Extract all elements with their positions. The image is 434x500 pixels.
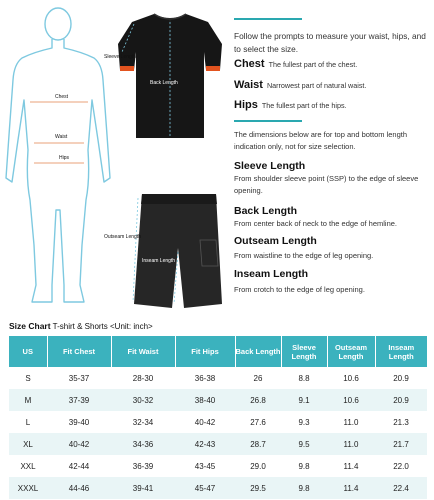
table-cell: 36-38: [194, 373, 216, 383]
outseam-length-label: Outseam Length: [104, 234, 141, 240]
chest-description: The fullest part of the chest.: [268, 60, 358, 69]
inseam-length-label: Inseam Length: [142, 258, 176, 264]
table-cell: M: [9, 389, 47, 411]
header-back-length: Back Length: [235, 336, 281, 367]
size-chart-table: [9, 336, 427, 499]
table-cell: 42-43: [175, 433, 235, 455]
sleeve-length-heading: Sleeve Length: [234, 160, 306, 172]
back-length-label: Back Length: [150, 80, 178, 86]
hips-description: The fullest part of the hips.: [261, 101, 347, 110]
table-cell: 10.6: [327, 389, 375, 411]
outseam-length-description: From waistline to the edge of leg opening.: [234, 251, 374, 260]
accent-divider: [234, 18, 302, 20]
outseam-length-heading: Outseam Length: [234, 235, 317, 247]
header-sleeve-length: Sleeve Length: [281, 336, 327, 367]
waist-definition: [234, 79, 366, 91]
header-fit-waist: Fit Waist: [111, 336, 175, 367]
table-cell: 11.0: [327, 433, 375, 455]
table-cell: 9.8: [298, 461, 310, 471]
table-cell: 21.3: [393, 417, 409, 427]
table-cell: 39-40: [68, 417, 90, 427]
table-cell: 35-37: [68, 373, 90, 383]
chest-definition: [234, 58, 357, 70]
table-cell: 20.9: [375, 389, 427, 411]
table-row: [9, 411, 427, 433]
table-cell: 39-41: [111, 477, 175, 499]
table-cell: 22.0: [393, 461, 409, 471]
table-cell: 45-47: [175, 477, 235, 499]
table-cell: 8.8: [298, 373, 310, 383]
table-cell: 30-32: [111, 389, 175, 411]
table-cell: 11.0: [343, 417, 359, 427]
table-cell: 11.4: [327, 477, 375, 499]
sleeve-length-description: From shoulder sleeve point (SSP) to the edge of sleeve opening.: [234, 174, 419, 195]
waist-label: Waist: [55, 134, 68, 140]
waist-term: Waist: [234, 79, 263, 91]
table-cell: 28.7: [235, 433, 281, 455]
table-cell: 29.0: [250, 461, 266, 471]
table-cell: L: [25, 417, 31, 427]
inseam-length-heading: Inseam Length: [234, 268, 309, 280]
table-cell: 10.6: [343, 373, 359, 383]
table-cell: 9.8: [281, 477, 327, 499]
chest-label: Chest: [55, 94, 69, 100]
table-cell: 32-34: [132, 417, 154, 427]
dimensions-note: The dimensions below are for top and bottom length indication only, not for size selection.: [234, 130, 408, 151]
size-chart-subtitle: T-shirt & Shorts <Unit: inch>: [52, 322, 153, 331]
table-cell: 26.8: [235, 389, 281, 411]
back-length-heading: Back Length: [234, 205, 298, 217]
table-row: [9, 477, 427, 499]
table-cell: 29.5: [235, 477, 281, 499]
table-cell: 34-36: [111, 433, 175, 455]
measure-instructions: Follow the prompts to measure your waist, hips, and to select the size.: [234, 31, 426, 54]
table-row: [9, 433, 427, 455]
table-cell: 9.5: [281, 433, 327, 455]
hips-term: Hips: [234, 99, 258, 111]
header-fit-hips: Fit Hips: [175, 336, 235, 367]
size-chart-title: [9, 321, 153, 331]
table-cell: 22.4: [375, 477, 427, 499]
chest-term: Chest: [234, 58, 265, 70]
waist-description: Narrowest part of natural waist.: [266, 81, 367, 90]
header-us: US: [9, 336, 47, 367]
table-cell: 37-39: [47, 389, 111, 411]
table-cell: XL: [9, 433, 47, 455]
table-cell: 40-42: [194, 417, 216, 427]
table-cell: 11.4: [343, 461, 359, 471]
table-cell: 44-46: [47, 477, 111, 499]
table-cell: 26: [253, 373, 263, 383]
accent-divider: [234, 120, 302, 122]
table-cell: 36-39: [132, 461, 154, 471]
table-cell: 43-45: [194, 461, 216, 471]
back-length-description: From center back of neck to the edge of hemline.: [234, 219, 398, 228]
sleeve-length-label: Sleeve Length: [104, 54, 136, 60]
table-cell: 42-44: [68, 461, 90, 471]
table-cell: 28-30: [132, 373, 154, 383]
table-cell: S: [25, 373, 31, 383]
tshirt-illustration: [118, 8, 222, 140]
table-header-row: [9, 336, 427, 367]
size-chart-heading: Size Chart: [9, 321, 51, 331]
table-cell: 9.1: [281, 389, 327, 411]
table-cell: 9.3: [298, 417, 310, 427]
table-cell: XXL: [20, 461, 36, 471]
table-cell: 21.7: [375, 433, 427, 455]
table-cell: XXXL: [9, 477, 47, 499]
table-cell: 38-40: [175, 389, 235, 411]
table-row: [9, 389, 427, 411]
table-cell: 27.6: [250, 417, 266, 427]
table-row: [9, 455, 427, 477]
header-fit-chest: Fit Chest: [47, 336, 111, 367]
table-cell: 20.9: [393, 373, 409, 383]
inseam-length-description: From crotch to the edge of leg opening.: [234, 285, 365, 294]
header-inseam-length: Inseam Length: [375, 336, 427, 367]
header-outseam-length: Outseam Length: [327, 336, 375, 367]
hips-definition: [234, 99, 347, 111]
shorts-illustration: [130, 192, 226, 312]
table-cell: 40-42: [47, 433, 111, 455]
hips-label: Hips: [59, 155, 70, 161]
table-row: [9, 367, 427, 389]
